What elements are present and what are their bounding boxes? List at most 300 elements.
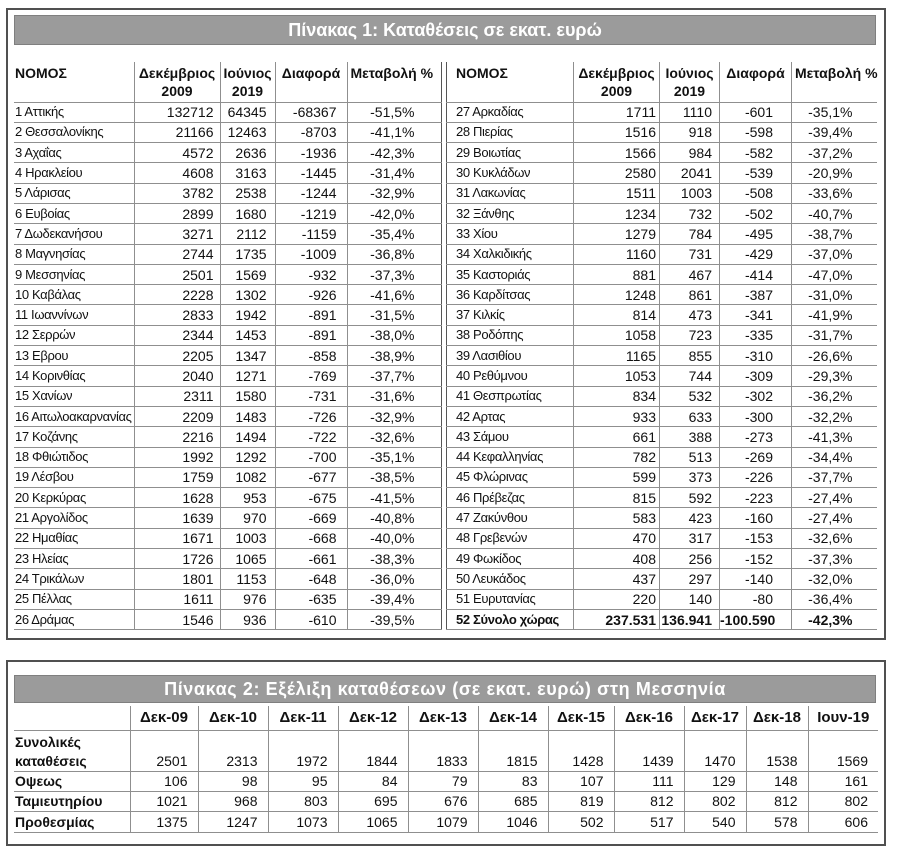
district-name-cell: 30 Κυκλάδων [447, 163, 574, 183]
deposits-jun-2019-cell: 984 [660, 143, 720, 163]
table-row [14, 122, 441, 142]
table-header [14, 706, 878, 730]
table-row [447, 366, 877, 386]
value-cell: 695 [338, 791, 408, 811]
difference-cell: -731 [275, 386, 347, 406]
district-name-cell: 5 Λάρισας [14, 183, 134, 203]
district-name-cell: 16 Αιτωλοακαρνανίας [14, 406, 134, 426]
value-cell: 79 [408, 771, 478, 791]
deposits-dec-2009-cell: 4608 [134, 163, 220, 183]
value-cell: 812 [746, 791, 808, 811]
deposits-dec-2009-cell: 1992 [134, 447, 220, 467]
deposits-jun-2019-cell: 1680 [220, 203, 275, 223]
table-row [447, 203, 877, 223]
deposits-jun-2019-cell: 1065 [220, 549, 275, 569]
value-cell: 2313 [198, 730, 268, 771]
deposits-jun-2019-cell: 1483 [220, 406, 275, 426]
value-cell: 1428 [548, 730, 614, 771]
change-percent-cell: -38,7% [792, 224, 877, 244]
deposits-dec-2009-cell: 2344 [134, 325, 220, 345]
deposits-jun-2019-cell: 297 [660, 569, 720, 589]
district-name-cell: 44 Κεφαλληνίας [447, 447, 574, 467]
value-cell: 107 [548, 771, 614, 791]
district-name-cell: 45 Φλώρινας [447, 467, 574, 487]
deposits-jun-2019-cell: 2041 [660, 163, 720, 183]
table-row [447, 589, 877, 609]
deposits-jun-2019-cell: 633 [660, 406, 720, 426]
period-header: Ιουν-19 [808, 706, 878, 730]
change-percent-cell: -32,2% [792, 406, 877, 426]
district-name-cell: 15 Χανίων [14, 386, 134, 406]
district-name-cell: 43 Σάμου [447, 427, 574, 447]
value-cell: 1065 [338, 811, 408, 832]
deposits-jun-2019-cell: 1494 [220, 427, 275, 447]
change-percent-cell: -37,2% [792, 143, 877, 163]
value-cell: 1247 [198, 811, 268, 832]
deposits-jun-2019-cell: 861 [660, 285, 720, 305]
value-cell: 1046 [478, 811, 548, 832]
difference-cell: -310 [720, 346, 792, 366]
deposits-jun-2019-cell: 744 [660, 366, 720, 386]
total-row [447, 609, 877, 629]
table-header [14, 62, 441, 102]
period-header: Δεκ-09 [130, 706, 198, 730]
period-header: Δεκ-10 [198, 706, 268, 730]
value-cell: 812 [614, 791, 684, 811]
value-cell: 676 [408, 791, 478, 811]
district-name-cell: 37 Κιλκίς [447, 305, 574, 325]
deposits-dec-2009-cell: 3782 [134, 183, 220, 203]
table-row [447, 122, 877, 142]
deposits-dec-2009-cell: 1516 [574, 122, 660, 142]
district-name-cell: 41 Θεσπρωτίας [447, 386, 574, 406]
table-row [14, 102, 441, 122]
table-row [447, 406, 877, 426]
difference-cell: -309 [720, 366, 792, 386]
table-2-panel [6, 660, 886, 846]
district-name-cell: 38 Ροδόπης [447, 325, 574, 345]
value-cell: 84 [338, 771, 408, 791]
deposits-dec-2009-cell: 2833 [134, 305, 220, 325]
deposits-jun-2019-cell: 1003 [220, 528, 275, 548]
difference-cell: -669 [275, 508, 347, 528]
change-percent-cell: -41,5% [347, 488, 441, 508]
deposits-jun-2019-cell: 953 [220, 488, 275, 508]
change-percent-cell: -36,0% [347, 569, 441, 589]
district-name-cell: 6 Ευβοίας [14, 203, 134, 223]
header-nomos: ΝΟΜΟΣ [447, 62, 574, 102]
table-row [14, 730, 878, 771]
table-row [447, 244, 877, 264]
table-row [14, 791, 878, 811]
deposits-dec-2009-cell: 1546 [134, 609, 220, 629]
difference-cell: -160 [720, 508, 792, 528]
difference-cell: -387 [720, 285, 792, 305]
change-percent-cell: -38,3% [347, 549, 441, 569]
deposits-dec-2009-cell: 1511 [574, 183, 660, 203]
table-row [447, 569, 877, 589]
difference-cell: -223 [720, 488, 792, 508]
header-change-percent: Μεταβολή % [792, 62, 877, 102]
value-cell: 517 [614, 811, 684, 832]
deposits-jun-2019-cell: 64345 [220, 102, 275, 122]
district-name-cell: 48 Γρεβενών [447, 528, 574, 548]
difference-cell: -341 [720, 305, 792, 325]
change-percent-cell: -37,7% [792, 467, 877, 487]
change-percent-cell: -37,7% [347, 366, 441, 386]
district-name-cell: 39 Λασιθίου [447, 346, 574, 366]
deposits-jun-2019-cell: 373 [660, 467, 720, 487]
deposits-dec-2009-cell: 237.531 [574, 609, 660, 629]
value-cell: 802 [684, 791, 746, 811]
deposits-jun-2019-cell: 592 [660, 488, 720, 508]
table-body [14, 102, 441, 630]
value-cell: 685 [478, 791, 548, 811]
district-name-cell: 24 Τρικάλων [14, 569, 134, 589]
table-row [14, 163, 441, 183]
value-cell: 578 [746, 811, 808, 832]
deposits-dec-2009-cell: 1711 [574, 102, 660, 122]
deposits-dec-2009-cell: 933 [574, 406, 660, 426]
deposits-jun-2019-cell: 12463 [220, 122, 275, 142]
difference-cell: -335 [720, 325, 792, 345]
deposits-dec-2009-cell: 1801 [134, 569, 220, 589]
value-cell: 1815 [478, 730, 548, 771]
table-row [14, 811, 878, 832]
table-row [447, 447, 877, 467]
district-name-cell: 21 Αργολίδος [14, 508, 134, 528]
table-row [447, 264, 877, 284]
change-percent-cell: -35,1% [347, 447, 441, 467]
district-name-cell: 26 Δράμας [14, 609, 134, 629]
deposits-dec-2009-cell: 1671 [134, 528, 220, 548]
deposits-dec-2009-cell: 2580 [574, 163, 660, 183]
table-row [14, 305, 441, 325]
change-percent-cell: -40,0% [347, 528, 441, 548]
change-percent-cell: -41,6% [347, 285, 441, 305]
change-percent-cell: -20,9% [792, 163, 877, 183]
change-percent-cell: -40,8% [347, 508, 441, 528]
period-header: Δεκ-11 [268, 706, 338, 730]
deposits-dec-2009-cell: 834 [574, 386, 660, 406]
district-name-cell: 42 Αρτας [447, 406, 574, 426]
table-row [447, 549, 877, 569]
district-name-cell: 27 Αρκαδίας [447, 102, 574, 122]
table-row [447, 346, 877, 366]
change-percent-cell: -32,0% [792, 569, 877, 589]
change-percent-cell: -36,8% [347, 244, 441, 264]
difference-cell: -610 [275, 609, 347, 629]
header-row [14, 706, 878, 730]
value-cell: 2501 [130, 730, 198, 771]
deposits-dec-2009-cell: 1053 [574, 366, 660, 386]
deposits-jun-2019-cell: 1735 [220, 244, 275, 264]
deposits-dec-2009-cell: 881 [574, 264, 660, 284]
district-name-cell: 47 Ζακύνθου [447, 508, 574, 528]
deposits-jun-2019-cell: 1082 [220, 467, 275, 487]
district-name-cell: 46 Πρέβεζας [447, 488, 574, 508]
header-row [14, 62, 441, 102]
change-percent-cell: -32,9% [347, 183, 441, 203]
table-row [447, 467, 877, 487]
deposits-jun-2019-cell: 1569 [220, 264, 275, 284]
change-percent-cell: -39,4% [792, 122, 877, 142]
table-row [14, 346, 441, 366]
district-name-cell: 49 Φωκίδος [447, 549, 574, 569]
district-name-cell: 14 Κορινθίας [14, 366, 134, 386]
difference-cell: -661 [275, 549, 347, 569]
change-percent-cell: -32,6% [792, 528, 877, 548]
deposits-jun-2019-cell: 1453 [220, 325, 275, 345]
district-name-cell: 20 Κερκύρας [14, 488, 134, 508]
deposits-jun-2019-cell: 473 [660, 305, 720, 325]
deposits-dec-2009-cell: 2228 [134, 285, 220, 305]
table-row [14, 771, 878, 791]
deposits-jun-2019-cell: 723 [660, 325, 720, 345]
difference-cell: -769 [275, 366, 347, 386]
deposits-dec-2009-cell: 599 [574, 467, 660, 487]
table-row [14, 549, 441, 569]
table-row [447, 285, 877, 305]
value-cell: 606 [808, 811, 878, 832]
deposits-dec-2009-cell: 1639 [134, 508, 220, 528]
table-row [447, 224, 877, 244]
table-row [14, 285, 441, 305]
table-row [447, 528, 877, 548]
deposits-jun-2019-cell: 2112 [220, 224, 275, 244]
deposits-dec-2009-cell: 1628 [134, 488, 220, 508]
difference-cell: -700 [275, 447, 347, 467]
header-nomos: ΝΟΜΟΣ [14, 62, 134, 102]
row-label: Ταμιευτηρίου [14, 791, 130, 811]
table-row [14, 244, 441, 264]
deposits-dec-2009-cell: 1726 [134, 549, 220, 569]
table-row [14, 488, 441, 508]
value-cell: 111 [614, 771, 684, 791]
deposits-jun-2019-cell: 3163 [220, 163, 275, 183]
header-dec-2009: Δεκέμβριος 2009 [574, 62, 660, 102]
district-name-cell: 18 Φθιώτιδος [14, 447, 134, 467]
deposits-dec-2009-cell: 1759 [134, 467, 220, 487]
change-percent-cell: -32,9% [347, 406, 441, 426]
district-name-cell: 40 Ρεθύμνου [447, 366, 574, 386]
district-name-cell: 4 Ηρακλείου [14, 163, 134, 183]
deposits-jun-2019-cell: 140 [660, 589, 720, 609]
change-percent-cell: -29,3% [792, 366, 877, 386]
change-percent-cell: -34,4% [792, 447, 877, 467]
difference-cell: -269 [720, 447, 792, 467]
deposits-dec-2009-cell: 2205 [134, 346, 220, 366]
deposits-dec-2009-cell: 4572 [134, 143, 220, 163]
district-name-cell: 2 Θεσσαλονίκης [14, 122, 134, 142]
deposits-dec-2009-cell: 1611 [134, 589, 220, 609]
deposits-jun-2019-cell: 1580 [220, 386, 275, 406]
period-header: Δεκ-18 [746, 706, 808, 730]
deposits-jun-2019-cell: 976 [220, 589, 275, 609]
table-row [14, 589, 441, 609]
deposits-jun-2019-cell: 1347 [220, 346, 275, 366]
value-cell: 540 [684, 811, 746, 832]
deposits-jun-2019-cell: 732 [660, 203, 720, 223]
change-percent-cell: -42,3% [347, 143, 441, 163]
value-cell: 1439 [614, 730, 684, 771]
table-header [447, 62, 877, 102]
deposits-dec-2009-cell: 1279 [574, 224, 660, 244]
change-percent-cell: -35,1% [792, 102, 877, 122]
difference-cell: -495 [720, 224, 792, 244]
difference-cell: -722 [275, 427, 347, 447]
change-percent-cell: -39,5% [347, 609, 441, 629]
deposits-dec-2009-cell: 1160 [574, 244, 660, 264]
difference-cell: -8703 [275, 122, 347, 142]
difference-cell: -1159 [275, 224, 347, 244]
district-name-cell: 23 Ηλείας [14, 549, 134, 569]
district-name-cell: 35 Καστοριάς [447, 264, 574, 284]
table-row [447, 143, 877, 163]
difference-cell: -414 [720, 264, 792, 284]
table-row [14, 325, 441, 345]
change-percent-cell: -37,0% [792, 244, 877, 264]
change-percent-cell: -31,6% [347, 386, 441, 406]
table-2-title: Πίνακας 2: Εξέλιξη καταθέσεων (σε εκατ. ευρώ) στη Μεσσηνία [14, 675, 876, 703]
value-cell: 502 [548, 811, 614, 832]
deposits-dec-2009-cell: 2899 [134, 203, 220, 223]
header-jun-2019: Ιούνιος 2019 [220, 62, 275, 102]
messinia-deposits-table [14, 706, 878, 833]
table-row [447, 183, 877, 203]
change-percent-cell: -47,0% [792, 264, 877, 284]
deposits-jun-2019-cell: 936 [220, 609, 275, 629]
deposits-dec-2009-cell: 1165 [574, 346, 660, 366]
district-name-cell: 3 Αχαΐας [14, 143, 134, 163]
difference-cell: -100.590 [720, 609, 792, 629]
district-name-cell: 52 Σύνολο χώρας [447, 609, 574, 629]
difference-cell: -140 [720, 569, 792, 589]
district-name-cell: 11 Ιωαννίνων [14, 305, 134, 325]
difference-cell: -1244 [275, 183, 347, 203]
value-cell: 802 [808, 791, 878, 811]
difference-cell: -273 [720, 427, 792, 447]
deposits-jun-2019-cell: 1271 [220, 366, 275, 386]
value-cell: 95 [268, 771, 338, 791]
deposits-dec-2009-cell: 1234 [574, 203, 660, 223]
deposits-jun-2019-cell: 256 [660, 549, 720, 569]
difference-cell: -300 [720, 406, 792, 426]
deposits-jun-2019-cell: 532 [660, 386, 720, 406]
table-row [14, 467, 441, 487]
difference-cell: -429 [720, 244, 792, 264]
table-row [14, 264, 441, 284]
table-row [14, 427, 441, 447]
difference-cell: -302 [720, 386, 792, 406]
value-cell: 1569 [808, 730, 878, 771]
difference-cell: -502 [720, 203, 792, 223]
difference-cell: -677 [275, 467, 347, 487]
table-row [14, 528, 441, 548]
table-row [14, 386, 441, 406]
deposits-jun-2019-cell: 784 [660, 224, 720, 244]
table-row [14, 406, 441, 426]
table-row [14, 569, 441, 589]
deposits-jun-2019-cell: 136.941 [660, 609, 720, 629]
value-cell: 161 [808, 771, 878, 791]
difference-cell: -891 [275, 325, 347, 345]
period-header: Δεκ-13 [408, 706, 478, 730]
change-percent-cell: -33,6% [792, 183, 877, 203]
table-row [14, 366, 441, 386]
difference-cell: -858 [275, 346, 347, 366]
value-cell: 1073 [268, 811, 338, 832]
difference-cell: -635 [275, 589, 347, 609]
period-header: Δεκ-15 [548, 706, 614, 730]
difference-cell: -1219 [275, 203, 347, 223]
district-name-cell: 28 Πιερίας [447, 122, 574, 142]
difference-cell: -582 [720, 143, 792, 163]
deposits-dec-2009-cell: 583 [574, 508, 660, 528]
table-row [14, 143, 441, 163]
deposits-dec-2009-cell: 2501 [134, 264, 220, 284]
table-1-panel [6, 8, 886, 640]
deposits-dec-2009-cell: 220 [574, 589, 660, 609]
district-name-cell: 32 Ξάνθης [447, 203, 574, 223]
row-label: Οψεως [14, 771, 130, 791]
district-name-cell: 9 Μεσσηνίας [14, 264, 134, 284]
change-percent-cell: -31,5% [347, 305, 441, 325]
corner-cell [14, 706, 130, 730]
value-cell: 1021 [130, 791, 198, 811]
table-row [447, 305, 877, 325]
change-percent-cell: -27,4% [792, 508, 877, 528]
table-row [14, 609, 441, 629]
difference-cell: -675 [275, 488, 347, 508]
deposits-jun-2019-cell: 317 [660, 528, 720, 548]
difference-cell: -648 [275, 569, 347, 589]
deposits-dec-2009-cell: 2744 [134, 244, 220, 264]
header-jun-2019: Ιούνιος 2019 [660, 62, 720, 102]
deposits-jun-2019-cell: 1153 [220, 569, 275, 589]
table-row [447, 102, 877, 122]
change-percent-cell: -26,6% [792, 346, 877, 366]
value-cell: 1844 [338, 730, 408, 771]
change-percent-cell: -40,7% [792, 203, 877, 223]
deposits-jun-2019-cell: 1302 [220, 285, 275, 305]
value-cell: 819 [548, 791, 614, 811]
value-cell: 1972 [268, 730, 338, 771]
deposits-dec-2009-cell: 132712 [134, 102, 220, 122]
header-dec-2009: Δεκέμβριος 2009 [134, 62, 220, 102]
header-difference: Διαφορά [720, 62, 792, 102]
value-cell: 1470 [684, 730, 746, 771]
deposits-jun-2019-cell: 1942 [220, 305, 275, 325]
value-cell: 148 [746, 771, 808, 791]
deposits-dec-2009-cell: 2216 [134, 427, 220, 447]
district-name-cell: 10 Καβάλας [14, 285, 134, 305]
table-row [14, 183, 441, 203]
difference-cell: -68367 [275, 102, 347, 122]
change-percent-cell: -39,4% [347, 589, 441, 609]
row-label: Προθεσμίας [14, 811, 130, 832]
table-body [447, 102, 877, 630]
value-cell: 129 [684, 771, 746, 791]
difference-cell: -80 [720, 589, 792, 609]
difference-cell: -1445 [275, 163, 347, 183]
deposits-jun-2019-cell: 423 [660, 508, 720, 528]
table-row [447, 163, 877, 183]
district-name-cell: 51 Ευρυτανίας [447, 589, 574, 609]
district-name-cell: 36 Καρδίτσας [447, 285, 574, 305]
district-name-cell: 22 Ημαθίας [14, 528, 134, 548]
district-name-cell: 29 Βοιωτίας [447, 143, 574, 163]
